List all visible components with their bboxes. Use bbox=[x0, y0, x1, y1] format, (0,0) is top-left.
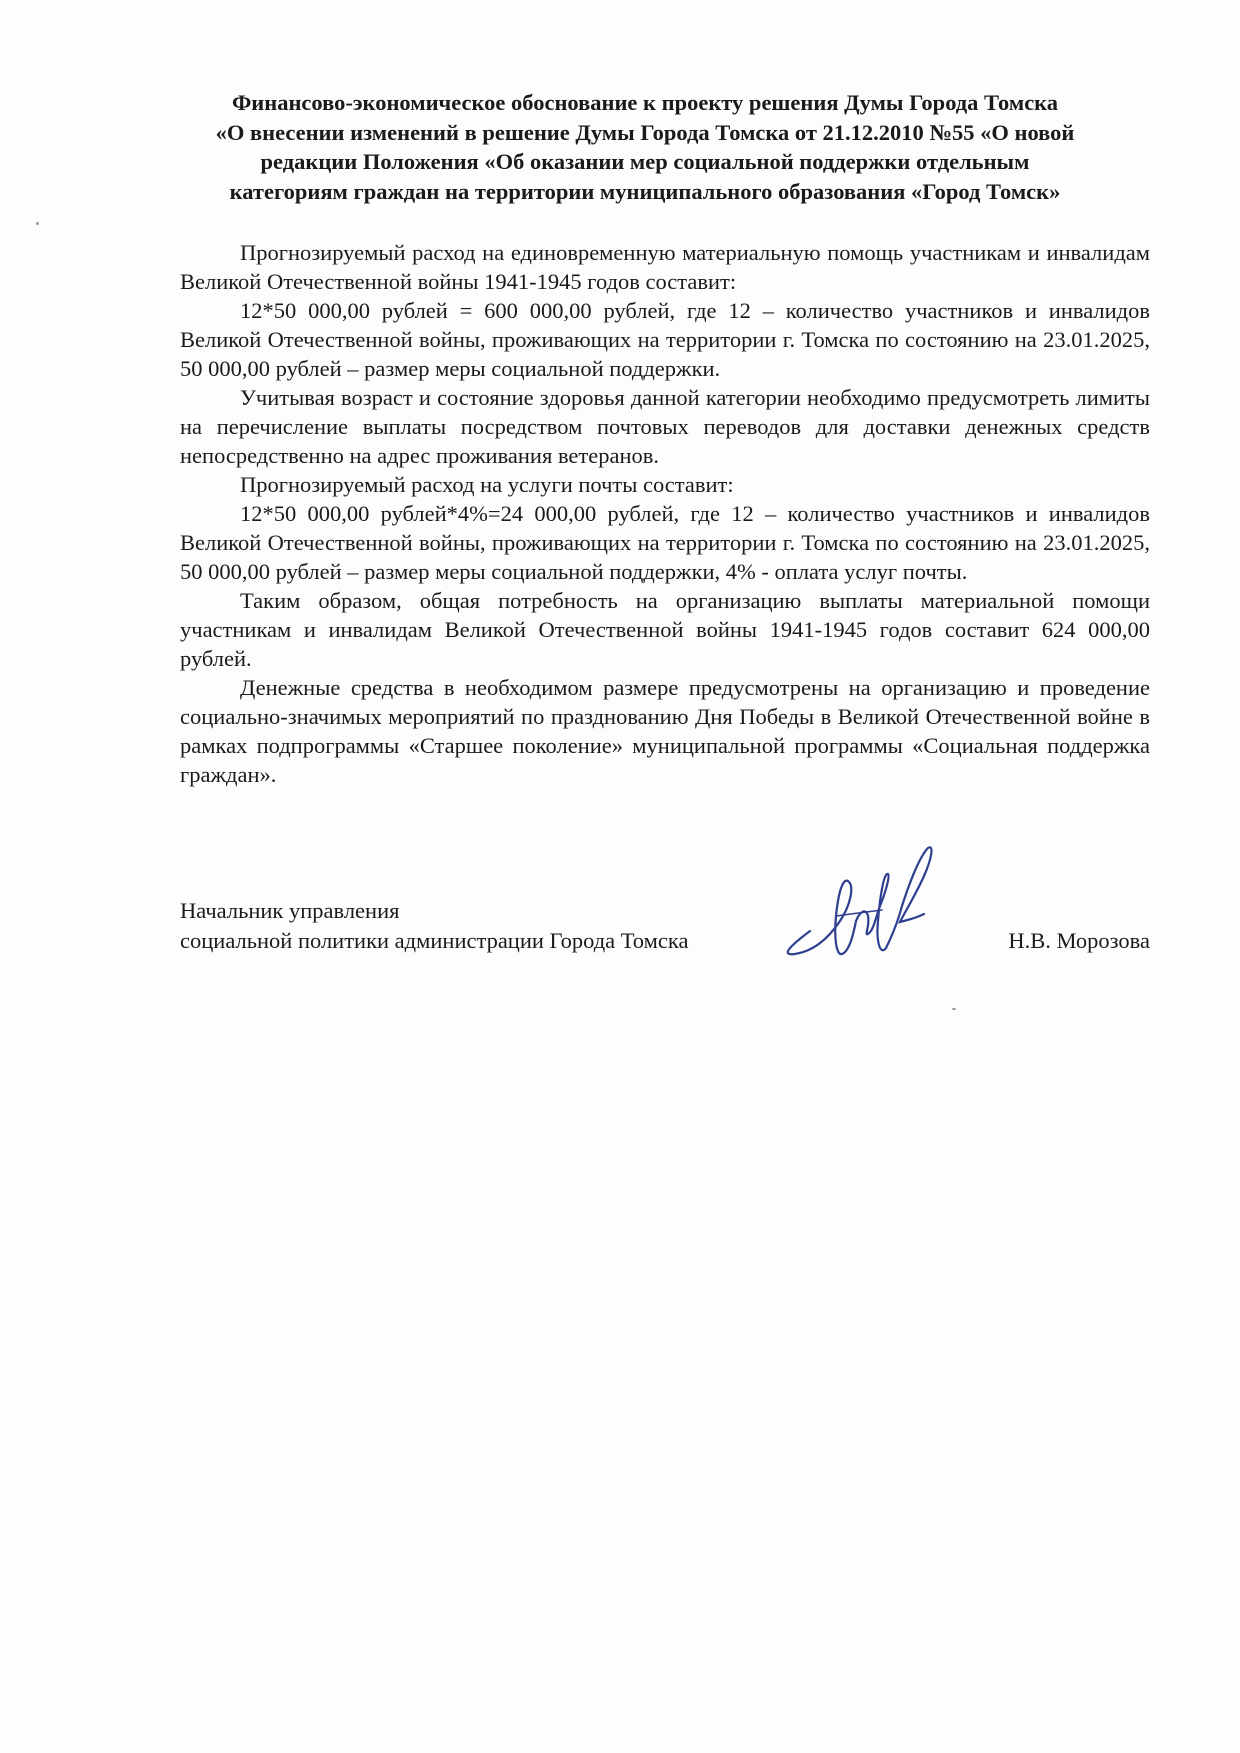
signatory-name: Н.В. Морозова bbox=[1008, 928, 1150, 953]
document-body bbox=[180, 238, 1150, 789]
position-line: социальной политики администрации Города Томска bbox=[180, 928, 689, 953]
title-line: редакции Положения «Об оказании мер социальной поддержки отдельным bbox=[260, 149, 1030, 174]
position-line: Начальник управления bbox=[180, 898, 400, 923]
title-line: Финансово-экономическое обоснование к проекту решения Думы Города Томска bbox=[231, 90, 1059, 115]
title-line: «О внесении изменений в решение Думы Города Томска от 21.12.2010 №55 «О новой bbox=[215, 119, 1075, 145]
title-line: категориям граждан на территории муниципального образования «Город Томск» bbox=[229, 178, 1061, 204]
paragraph-total-need: Таким образом, общая потребность на организацию выплаты материальной помощи участникам и инвалидам Великой Отечественной войны 1941-1945 годов составит 624 000,00 рублей. bbox=[180, 588, 1150, 671]
signatory-position bbox=[180, 896, 780, 956]
handwritten-signature bbox=[770, 836, 970, 986]
paragraph-forecast-aid: Прогнозируемый расход на единовременную материальную помощь участникам и инвалидам Великой Отечественной войны 1941-1945 годов составит: bbox=[180, 240, 1150, 294]
paragraph-aid-calculation: 12*50 000,00 рублей = 600 000,00 рублей, где 12 – количество участников и инвалидов Великой Отечественной войны, проживающих на территории г. Томска по состоянию на 23.01.2025, 50 000,00 рублей – размер меры социальной поддержки. bbox=[180, 298, 1150, 381]
scan-speck bbox=[36, 222, 39, 225]
signature-block bbox=[180, 896, 1150, 1006]
document-title bbox=[150, 88, 1140, 206]
paragraph-funding-source: Денежные средства в необходимом размере предусмотрены на организацию и проведение социально-значимых мероприятий по празднованию Дня Победы в Великой Отечественной войне в рамках подпрограммы «Старшее поколение» муниципальной программы «Социальная поддержка граждан». bbox=[180, 675, 1150, 787]
paragraph-postal-calculation: 12*50 000,00 рублей*4%=24 000,00 рублей, где 12 – количество участников и инвалидов Великой Отечественной войны, проживающих на территории г. Томска по состоянию на 23.01.2025, 50 000,00 рублей – размер меры социальной поддержки, 4% - оплата услуг почты. bbox=[180, 501, 1150, 584]
paragraph-postal-rationale: Учитывая возраст и состояние здоровья данной категории необходимо предусмотреть лимиты на перечисление выплаты посредством почтовых переводов для доставки денежных средств непосредственно на адрес проживания ветеранов. bbox=[180, 385, 1150, 468]
scan-speck bbox=[952, 1008, 956, 1010]
paragraph-forecast-postal: Прогнозируемый расход на услуги почты составит: bbox=[240, 472, 734, 497]
